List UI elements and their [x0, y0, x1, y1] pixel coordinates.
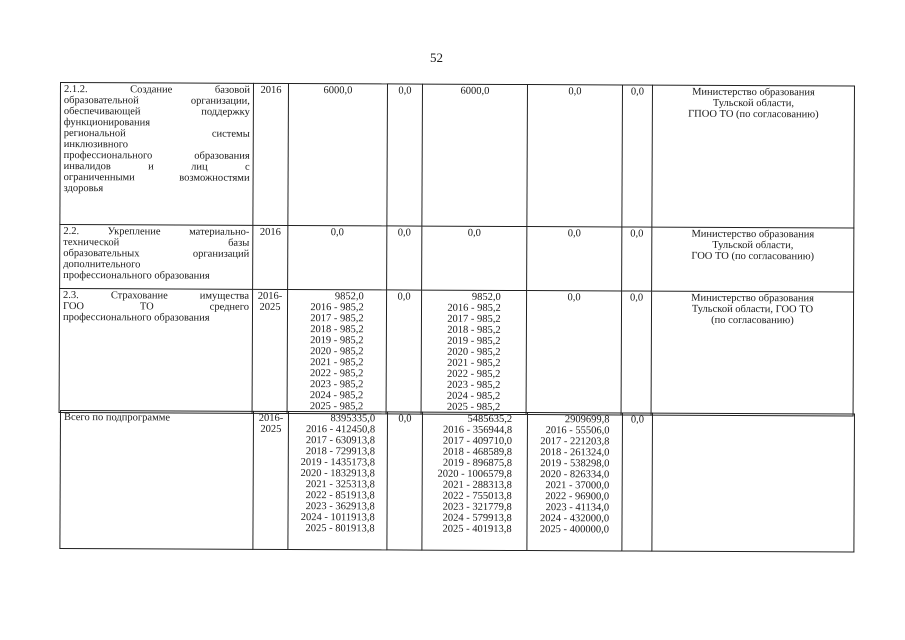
cell-line: 2019 - 538298,0	[540, 458, 610, 470]
page-number: 52	[430, 50, 443, 65]
cell-line: 2023 - 321779,8	[442, 501, 512, 513]
cell-line: 2024 - 432000,0	[539, 513, 610, 525]
subprogram-total-table	[59, 410, 855, 552]
years-cell	[252, 289, 288, 413]
federal-funding-cell: 0,0	[387, 84, 423, 226]
years-cell: 2016	[253, 225, 288, 289]
cell-line: 2019 - 985,2	[310, 335, 364, 347]
executor-cell	[652, 227, 854, 292]
cell-line: профессионального образования	[63, 270, 210, 282]
cell-line: 2.1.2. Создание базовой	[63, 84, 250, 96]
executor-cell	[652, 85, 855, 228]
cell-line: 2022 - 985,2	[447, 368, 501, 380]
cell-line: 2017 - 985,2	[310, 313, 364, 325]
total-row	[60, 411, 855, 552]
municipal-funding-cell: 0,0	[527, 227, 622, 291]
cell-line: 2025 - 400000,0	[539, 524, 610, 536]
cell-line: 2024 - 985,2	[309, 390, 364, 402]
table-row	[60, 83, 855, 228]
cell-line: 2021 - 325313,8	[305, 479, 375, 491]
municipal-funding-cell: 0,0	[527, 85, 623, 227]
cell-line: ГПОО ТО (по согласованию)	[688, 108, 819, 121]
cell-line: региональной системы	[63, 128, 250, 140]
cell-line: Тульской области,	[712, 97, 795, 110]
federal-funding-cell: 0,0	[387, 412, 423, 550]
cell-line: 2025	[260, 423, 282, 435]
cell-line: Министерство образования	[691, 228, 815, 241]
total-funding-cell: 6000,0	[288, 83, 388, 225]
cell-line: обеспечивающей поддержку	[63, 106, 250, 118]
cell-line: 2019 - 985,2	[447, 335, 501, 347]
cell-line: 2018 - 261324,0	[540, 447, 610, 459]
cell-line: образовательных организаций	[63, 248, 250, 260]
cell-line: 2023 - 41134,0	[545, 502, 610, 514]
cell-line: 2.3. Страхование имущества	[63, 290, 250, 302]
cell-line: 2025 - 985,2	[309, 401, 364, 413]
cell-line: 2020 - 1832913,8	[300, 468, 375, 480]
cell-line: 2022 - 755013,8	[442, 490, 512, 502]
other-funding-cell: 0,0	[621, 291, 652, 415]
cell-line: Министерство образования	[691, 292, 814, 305]
cell-line: 2023 - 362913,8	[305, 501, 375, 513]
cell-line: 2019 - 1435173,8	[300, 457, 375, 469]
measure-name-cell	[60, 225, 253, 290]
cell-line: (по согласованию)	[711, 314, 794, 327]
cell-line: 2025	[259, 301, 281, 313]
cell-line: 2024 - 985,2	[446, 390, 501, 402]
cell-line: Тульской области, ГОО ТО	[691, 303, 814, 316]
cell-line: 2016-	[257, 290, 283, 302]
cell-line: 2025 - 985,2	[446, 401, 501, 413]
cell-line: функционирования	[63, 117, 151, 129]
cell-line: 2020 - 826334,0	[540, 469, 610, 481]
cell-line: 2018 - 468589,8	[442, 446, 513, 458]
cell-line: образовательной организации,	[63, 95, 250, 107]
cell-line: 2024 - 579913,8	[442, 512, 512, 524]
cell-line: 2025 - 801913,8	[305, 523, 375, 535]
cell-line: здоровья	[63, 183, 104, 195]
cell-line: 2016 - 412450,8	[305, 424, 376, 436]
regional-funding-cell	[422, 412, 528, 550]
other-funding-cell: 0,0	[622, 413, 653, 551]
regional-funding-cell: 0,0	[422, 226, 527, 290]
cell-line: 2016 - 985,2	[447, 302, 501, 314]
cell-line: 2022 - 985,2	[310, 368, 364, 380]
measures-table	[59, 82, 855, 416]
cell-line: 2017 - 221203,8	[540, 436, 610, 448]
cell-line: инклюзивного	[63, 139, 129, 151]
regional-funding-cell: 6000,0	[422, 84, 528, 226]
cell-line: 2017 - 409710,0	[442, 435, 513, 447]
cell-line: инвалидов и лиц с	[63, 161, 250, 173]
cell-line: 2023 - 985,2	[446, 379, 501, 391]
other-funding-cell: 0,0	[622, 85, 653, 227]
years-cell	[253, 411, 289, 549]
cell-line: ГОО ТО (по согласованию)	[691, 250, 815, 263]
measure-name-cell	[60, 83, 254, 226]
federal-funding-cell: 0,0	[387, 226, 422, 290]
regional-funding-cell	[421, 290, 527, 414]
cell-line: 2019 - 896875,8	[442, 457, 512, 469]
cell-line: 2021 - 37000,0	[545, 480, 610, 492]
cell-line: 2017 - 985,2	[447, 313, 501, 325]
cell-line: 2020 - 985,2	[447, 346, 501, 358]
total-label-cell: Всего по подпрограмме	[60, 411, 254, 550]
cell-line: профессионального образования	[63, 150, 250, 162]
cell-line: 2018 - 985,2	[447, 324, 501, 336]
cell-line: 2022 - 851913,8	[305, 490, 375, 502]
municipal-funding-cell	[527, 413, 623, 551]
cell-line: Министерство образования	[692, 86, 815, 99]
cell-line: профессионального образования	[62, 312, 210, 324]
cell-line: 2020 - 1006579,8	[437, 468, 512, 480]
cell-line: 2017 - 630913,8	[305, 435, 376, 447]
other-funding-cell: 0,0	[622, 227, 652, 291]
municipal-funding-cell: 0,0	[526, 291, 622, 415]
years-cell: 2016	[253, 83, 289, 225]
executor-cell	[652, 413, 855, 552]
cell-line: Тульской области,	[712, 239, 794, 252]
cell-line: 2025 - 401913,8	[442, 523, 512, 535]
cell-line: 2018 - 729913,8	[305, 446, 376, 458]
total-funding-cell	[287, 289, 387, 413]
cell-line: 9852,0	[471, 291, 501, 303]
cell-line: 2016-	[258, 412, 284, 424]
measure-name-cell	[59, 289, 253, 414]
total-funding-cell	[288, 411, 388, 549]
cell-line: 2016 - 356944,8	[442, 424, 513, 436]
total-funding-cell: 0,0	[288, 225, 387, 289]
federal-funding-cell: 0,0	[386, 290, 422, 414]
cell-line: 2021 - 985,2	[310, 357, 364, 369]
executor-cell	[651, 291, 854, 416]
cell-line: 2022 - 96900,0	[545, 491, 610, 503]
cell-line: ГОО ТО среднего	[62, 301, 250, 313]
cell-line: 2021 - 985,2	[447, 357, 501, 369]
cell-line: 2020 - 985,2	[310, 346, 364, 358]
table-row	[60, 225, 854, 292]
cell-line: ограниченными возможностями	[63, 172, 250, 184]
cell-line: 2016 - 55506,0	[545, 425, 610, 437]
table-row	[59, 289, 854, 416]
cell-line: 2018 - 985,2	[310, 324, 364, 336]
cell-line: 5485635,2	[467, 413, 513, 425]
cell-line: дополнительного	[63, 259, 141, 271]
cell-line: 9852,0	[334, 291, 364, 303]
cell-line: 2016 - 985,2	[310, 302, 364, 314]
cell-line: 2021 - 288313,8	[442, 479, 512, 491]
cell-line: 8395335,0	[330, 413, 376, 425]
cell-line: 2023 - 985,2	[309, 379, 364, 391]
cell-line: 2909699,8	[564, 414, 610, 426]
cell-line: технической базы	[63, 237, 250, 249]
cell-line: 2.2. Укрепление материально-	[63, 226, 250, 238]
cell-line: 2024 - 1011913,8	[300, 512, 375, 524]
